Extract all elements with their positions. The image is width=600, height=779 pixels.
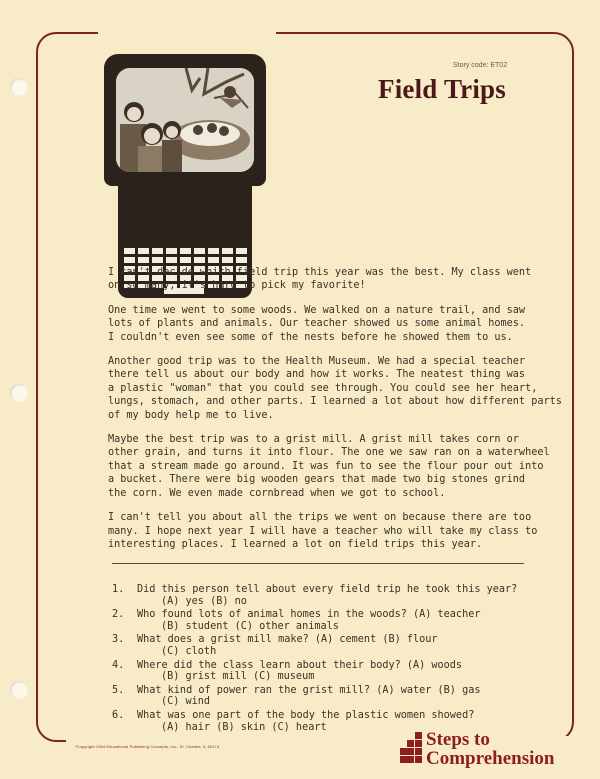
question-text (137, 584, 517, 607)
binder-hole (10, 681, 28, 699)
story-text (108, 266, 562, 562)
story-line: Another good trip was to the Health Museum. We had a special teacher (108, 356, 526, 368)
story-line: there tell us about our body and how it works. The neatest thing was (108, 369, 526, 381)
logo-line-2: Comprehension (426, 748, 555, 769)
question-item (112, 685, 532, 708)
logo-wordmark (426, 730, 554, 768)
question-prompt: What kind of power ran the grist mill? (A) water (B) gas (137, 684, 481, 696)
question-number: 5. (112, 684, 125, 696)
story-line: lungs, stomach, and other parts. I learned a lot about how different parts (108, 396, 562, 408)
story-line: I can't decide which field trip this year was the best. My class went (108, 267, 532, 278)
question-list (112, 584, 532, 733)
story-line: I couldn't even see some of the nests before he showed them to us. (108, 331, 513, 343)
question-prompt: What does a grist mill make? (A) cement (B) flour (137, 634, 438, 646)
logo-line-1: Steps to (426, 729, 490, 750)
section-divider (112, 563, 524, 564)
story-line: One time we went to some woods. We walked on a nature trail, and saw (108, 304, 526, 316)
story-line: lots of plants and animals. Our teacher showed us some animal homes. (108, 318, 526, 330)
question-choices: (C) wind (161, 696, 211, 708)
question-number: 2. (112, 609, 125, 621)
story-paragraph (108, 511, 548, 551)
question-item (112, 584, 532, 607)
question-choices: (A) yes (B) no (161, 595, 247, 607)
question-prompt: Did this person tell about every field trip he took this year? (137, 584, 518, 595)
question-number: 3. (112, 634, 125, 646)
story-paragraph (108, 355, 562, 422)
question-choices: (B) student (C) other animals (161, 620, 339, 632)
steps-to-comprehension-logo (400, 730, 590, 774)
computer-illustration-icon (104, 54, 269, 244)
question-prompt: What was one part of the body the plastic women showed? (137, 709, 475, 721)
computer-monitor (104, 54, 266, 186)
story-paragraph (108, 266, 548, 293)
page-title: Field Trips (378, 74, 506, 104)
story-code: Story code: ET02 (453, 62, 508, 69)
story-line: I can't tell you about all the trips we went on because there are too (108, 512, 532, 524)
story-paragraph (108, 304, 548, 344)
question-prompt: Where did the class learn about their body? (A) woods (137, 659, 463, 671)
question-prompt: Who found lots of animal homes in the woods? (A) teacher (137, 609, 481, 621)
question-item (112, 660, 532, 683)
question-number: 4. (112, 659, 125, 671)
question-choices: (C) cloth (161, 645, 217, 657)
story-line: of my body help me to live. (108, 409, 274, 421)
copyright-notice: *Copyright 1984 Educational Publishing Concepts, Inc., St. Charles, IL 60174 (75, 744, 220, 749)
computer-screen-picture (116, 68, 254, 172)
question-number: 6. (112, 709, 125, 721)
story-line: Maybe the best trip was to a grist mill. A grist mill takes corn or (108, 434, 519, 446)
question-text (137, 609, 480, 632)
question-choices: (A) hair (B) skin (C) heart (161, 721, 327, 733)
steps-logo-squares-icon (400, 732, 422, 766)
story-line: a bucket. There were big wooden gears that made two big stones grind (108, 474, 526, 486)
question-choices: (B) grist mill (C) museum (161, 671, 315, 683)
story-line: many. I hope next year I will have a teacher who will take my class to (108, 525, 538, 537)
binder-hole (10, 78, 28, 96)
question-text (137, 685, 480, 708)
binder-hole (10, 384, 28, 402)
question-text (137, 634, 438, 657)
children-viewing-nest-picture (116, 68, 254, 172)
frame-gap-computer (98, 26, 276, 38)
story-line: other grain, and turns it into flour. The one we saw ran on a waterwheel (108, 447, 550, 459)
question-item (112, 634, 532, 657)
story-line: the corn. We even made cornbread when we got to school. (108, 487, 446, 499)
story-line: a plastic "woman" that you could see through. You could see her heart, (108, 382, 538, 394)
story-line: interesting places. I learned a lot on field trips this year. (108, 538, 483, 550)
story-line: on so many, it's hard to pick my favorite! (108, 280, 366, 292)
question-item (112, 609, 532, 632)
question-number: 1. (112, 584, 125, 595)
question-text (137, 660, 462, 683)
story-line: that a stream made go around. It was fun to see the flour pour out into (108, 460, 544, 472)
story-paragraph (108, 433, 548, 500)
